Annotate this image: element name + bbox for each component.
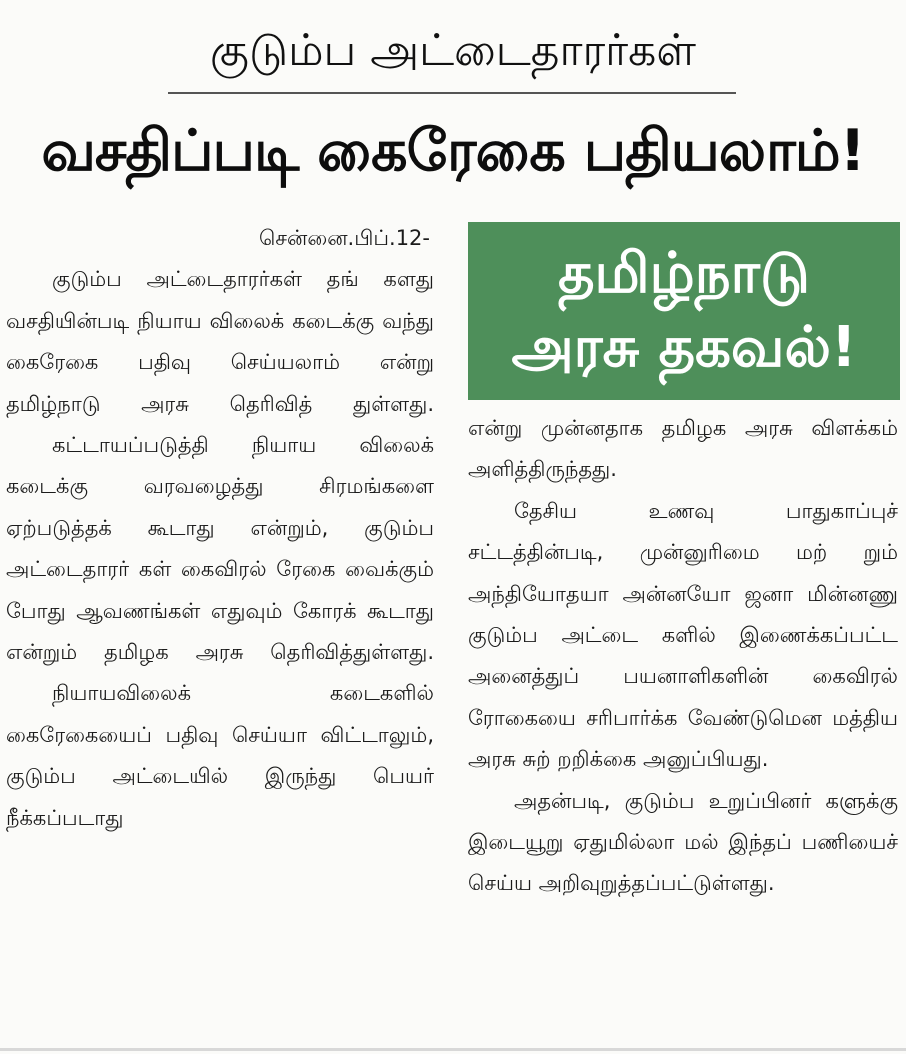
info-box <box>468 222 900 400</box>
headline: வசதிப்படி கைரேகை பதியலாம்! <box>41 118 865 184</box>
kicker: குடும்ப அட்டைதாரர்கள் <box>209 25 697 76</box>
right-column <box>468 408 898 905</box>
paragraph: நியாயவிலைக் கடைகளில் கைரேகையைப் பதிவு செய்யா விட்டாலும், குடும்ப அட்டையில் இருந்து பெயர் நீக்கப்படாது <box>6 681 434 830</box>
paragraph: தேசிய உணவு பாதுகாப்புச் சட்டத்தின்படி, முன்னுரிமை மற் றும் அந்தியோதயா அன்னயோ ஜனா மின்னணு குடும்ப அட்டை களில் இணைக்கப்பட்ட அனைத்துப் பயனாளிகளின் கைவிரல் ரோகையை சரிபார்க்க வேண்டுமென மத்திய அரசு சுற் றறிக்கை அனுப்பியது. <box>468 498 898 772</box>
paragraph: என்று முன்னதாக தமிழக அரசு விளக்கம் அளித்திருந்தது. <box>468 416 898 482</box>
paragraph: குடும்ப அட்டைதாரர்கள் தங் களது வசதியின்படி நியாய விலைக் கடைக்கு வந்து கைரேகை பதிவு செய்யலாம் என்று தமிழ்நாடு அரசு தெரிவித் துள்ளது. <box>6 267 434 416</box>
paragraph: கட்டாயப்படுத்தி நியாய விலைக் கடைக்கு வரவழைத்து சிரமங்களை ஏற்படுத்தக் கூடாது என்றும், குடும்ப அட்டைதாரர் கள் கைவிரல் ரேகை வைக்கும் போது ஆவணங்கள் எதுவும் கோரக் கூடாது என்றும் தமிழக அரசு தெரிவித்துள்ளது. <box>6 433 434 665</box>
left-column <box>6 218 434 839</box>
info-box-line1: தமிழ்நாடு <box>558 241 810 306</box>
info-box-line2: அரசு தகவல்! <box>511 315 857 380</box>
divider <box>168 92 736 94</box>
paragraph: அதன்படி, குடும்ப உறுப்பினர் களுக்கு இடையூறு ஏதுமில்லா மல் இந்தப் பணியைச் செய்ய அறிவுறுத்தப்பட்டுள்ளது. <box>468 788 898 896</box>
dateline: சென்னை.பிப்.12- <box>258 226 430 250</box>
bottom-edge <box>0 1048 906 1051</box>
